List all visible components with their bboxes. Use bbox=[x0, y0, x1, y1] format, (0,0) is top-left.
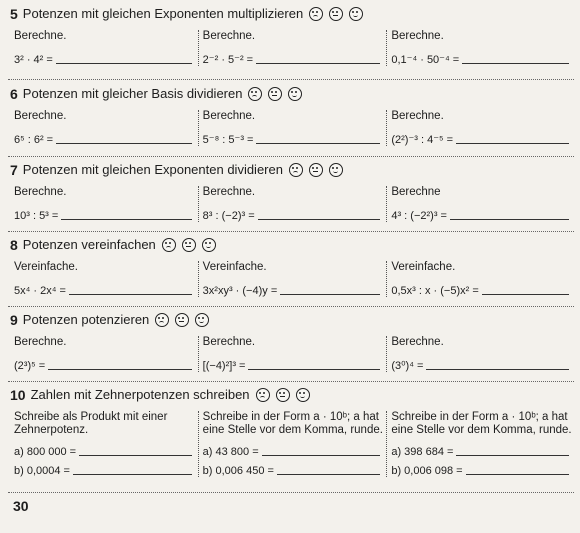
sad-face-icon[interactable] bbox=[289, 163, 303, 177]
section-heading: Potenzen potenzieren bbox=[22, 312, 150, 327]
instruction: Berechne. bbox=[14, 110, 67, 122]
neutral-face-icon[interactable] bbox=[268, 87, 282, 101]
answer-line[interactable] bbox=[61, 209, 191, 220]
exercise: [(−4)²]³ = bbox=[202, 360, 246, 372]
instruction: Berechne. bbox=[391, 110, 444, 122]
exercise: 3x²xy³ · (−4)y = bbox=[202, 285, 278, 297]
self-assessment bbox=[162, 238, 216, 252]
neutral-face-icon[interactable] bbox=[329, 7, 343, 21]
exercise: (2²)⁻³ : 4⁻⁵ = bbox=[391, 134, 454, 146]
answer-line[interactable] bbox=[450, 209, 569, 220]
section-title bbox=[10, 237, 575, 253]
self-assessment bbox=[248, 87, 302, 101]
section-number: 7 bbox=[10, 162, 18, 178]
divider bbox=[8, 156, 574, 157]
happy-face-icon[interactable] bbox=[329, 163, 343, 177]
page-number: 30 bbox=[13, 498, 29, 514]
exercise-column bbox=[386, 261, 575, 297]
section-number: 8 bbox=[10, 237, 18, 253]
exercise-column bbox=[10, 261, 198, 297]
instruction: Berechne. bbox=[391, 336, 444, 348]
answer-line[interactable] bbox=[466, 464, 569, 475]
exercise: 8³ : (−2)³ = bbox=[202, 210, 255, 222]
instruction: Berechne. bbox=[202, 186, 256, 198]
answer-line[interactable] bbox=[69, 284, 192, 295]
section-number: 9 bbox=[10, 312, 18, 328]
sad-face-icon[interactable] bbox=[162, 238, 176, 252]
answer-line[interactable] bbox=[256, 53, 380, 64]
divider bbox=[8, 306, 574, 307]
answer-line[interactable] bbox=[280, 284, 380, 295]
happy-face-icon[interactable] bbox=[296, 388, 310, 402]
sad-face-icon[interactable] bbox=[155, 313, 169, 327]
section-heading: Potenzen mit gleicher Basis dividieren bbox=[22, 86, 243, 101]
happy-face-icon[interactable] bbox=[288, 87, 302, 101]
sad-face-icon[interactable] bbox=[248, 87, 262, 101]
answer-line[interactable] bbox=[248, 359, 380, 370]
neutral-face-icon[interactable] bbox=[182, 238, 196, 252]
instruction: Berechne. bbox=[202, 110, 256, 122]
exercise: 6⁵ : 6² = bbox=[14, 134, 54, 146]
answer-line[interactable] bbox=[48, 359, 192, 370]
section-heading: Zahlen mit Zehnerpotenzen schreiben bbox=[30, 387, 250, 402]
exercise: (2³)⁵ = bbox=[14, 360, 46, 372]
exercise-column bbox=[198, 110, 387, 146]
section-8 bbox=[10, 237, 575, 297]
exercise: b) 0,0004 = bbox=[14, 465, 70, 477]
instruction: Berechne. bbox=[202, 336, 256, 348]
instruction: Schreibe als Produkt mit einer Zehnerpotenz. bbox=[14, 411, 168, 436]
answer-line[interactable] bbox=[426, 359, 569, 370]
exercise-column bbox=[386, 186, 575, 222]
exercise: a) 43 800 = bbox=[202, 446, 259, 458]
exercise-column bbox=[386, 411, 575, 477]
section-7 bbox=[10, 162, 575, 222]
section-number: 6 bbox=[10, 86, 18, 102]
self-assessment bbox=[309, 7, 363, 21]
divider bbox=[8, 381, 574, 382]
sad-face-icon[interactable] bbox=[309, 7, 323, 21]
exercise-column bbox=[10, 411, 198, 477]
answer-line[interactable] bbox=[482, 284, 569, 295]
section-number: 10 bbox=[10, 387, 26, 403]
exercise: b) 0,006 098 = bbox=[391, 465, 463, 477]
section-heading: Potenzen mit gleichen Exponenten dividieren bbox=[22, 162, 283, 177]
exercise-column bbox=[10, 336, 198, 372]
neutral-face-icon[interactable] bbox=[309, 163, 323, 177]
instruction: Vereinfache. bbox=[202, 261, 267, 273]
exercise-column bbox=[198, 30, 387, 66]
instruction: Berechne bbox=[391, 186, 441, 198]
divider bbox=[8, 231, 574, 232]
instruction: Schreibe in der Form a · 10ᵇ; a hat eine Stelle vor dem Komma, runde. bbox=[202, 411, 383, 436]
exercise: 10³ : 5³ = bbox=[14, 210, 59, 222]
instruction: Schreibe in der Form a · 10ᵇ; a hat eine Stelle vor dem Komma, runde. bbox=[391, 411, 572, 436]
answer-line[interactable] bbox=[56, 133, 192, 144]
answer-line[interactable] bbox=[456, 133, 569, 144]
section-title bbox=[10, 162, 575, 178]
self-assessment bbox=[256, 388, 310, 402]
exercise-column bbox=[10, 110, 198, 146]
exercise: b) 0,006 450 = bbox=[202, 465, 274, 477]
answer-line[interactable] bbox=[262, 445, 381, 456]
exercise-column bbox=[386, 110, 575, 146]
section-title bbox=[10, 387, 575, 403]
section-5 bbox=[10, 6, 575, 66]
instruction: Vereinfache. bbox=[391, 261, 456, 273]
answer-line[interactable] bbox=[73, 464, 192, 475]
exercise-column bbox=[10, 186, 198, 222]
answer-line[interactable] bbox=[56, 53, 192, 64]
self-assessment bbox=[155, 313, 209, 327]
exercise-column bbox=[386, 336, 575, 372]
divider bbox=[8, 79, 574, 80]
exercise: 0,5x³ : x · (−5)x² = bbox=[391, 285, 479, 297]
neutral-face-icon[interactable] bbox=[276, 388, 290, 402]
section-title bbox=[10, 6, 575, 22]
section-9 bbox=[10, 312, 575, 372]
exercise-column bbox=[10, 30, 198, 66]
section-6 bbox=[10, 86, 575, 146]
instruction: Berechne. bbox=[391, 30, 444, 42]
answer-line[interactable] bbox=[456, 445, 569, 456]
section-number: 5 bbox=[10, 6, 18, 22]
instruction: Berechne. bbox=[14, 30, 67, 42]
divider bbox=[8, 492, 574, 493]
exercise: 0,1⁻⁴ · 50⁻⁴ = bbox=[391, 54, 460, 66]
answer-line[interactable] bbox=[277, 464, 380, 475]
section-10 bbox=[10, 387, 575, 477]
sad-face-icon[interactable] bbox=[256, 388, 270, 402]
happy-face-icon[interactable] bbox=[202, 238, 216, 252]
instruction: Berechne. bbox=[14, 336, 67, 348]
exercise: 5⁻⁸ : 5⁻³ = bbox=[202, 134, 254, 146]
exercise: a) 800 000 = bbox=[14, 446, 77, 458]
exercise-column bbox=[386, 30, 575, 66]
exercise: 4³ : (−2²)³ = bbox=[391, 210, 447, 222]
neutral-face-icon[interactable] bbox=[175, 313, 189, 327]
instruction: Berechne. bbox=[202, 30, 256, 42]
happy-face-icon[interactable] bbox=[195, 313, 209, 327]
answer-line[interactable] bbox=[79, 445, 192, 456]
section-title bbox=[10, 86, 575, 102]
instruction: Berechne. bbox=[14, 186, 67, 198]
exercise: a) 398 684 = bbox=[391, 446, 454, 458]
exercise: 2⁻² · 5⁻² = bbox=[202, 54, 254, 66]
self-assessment bbox=[289, 163, 343, 177]
exercise-column bbox=[198, 411, 387, 477]
exercise-column bbox=[198, 186, 387, 222]
exercise: 3² · 4² = bbox=[14, 54, 53, 66]
happy-face-icon[interactable] bbox=[349, 7, 363, 21]
instruction: Vereinfache. bbox=[14, 261, 78, 273]
answer-line[interactable] bbox=[258, 209, 381, 220]
exercise: (3⁰)⁴ = bbox=[391, 360, 424, 372]
section-heading: Potenzen mit gleichen Exponenten multiplizieren bbox=[22, 6, 304, 21]
section-heading: Potenzen vereinfachen bbox=[22, 237, 156, 252]
answer-line[interactable] bbox=[256, 133, 380, 144]
exercise: 5x⁴ · 2x⁴ = bbox=[14, 285, 66, 297]
answer-line[interactable] bbox=[462, 53, 569, 64]
section-title bbox=[10, 312, 575, 328]
exercise-column bbox=[198, 336, 387, 372]
exercise-column bbox=[198, 261, 387, 297]
